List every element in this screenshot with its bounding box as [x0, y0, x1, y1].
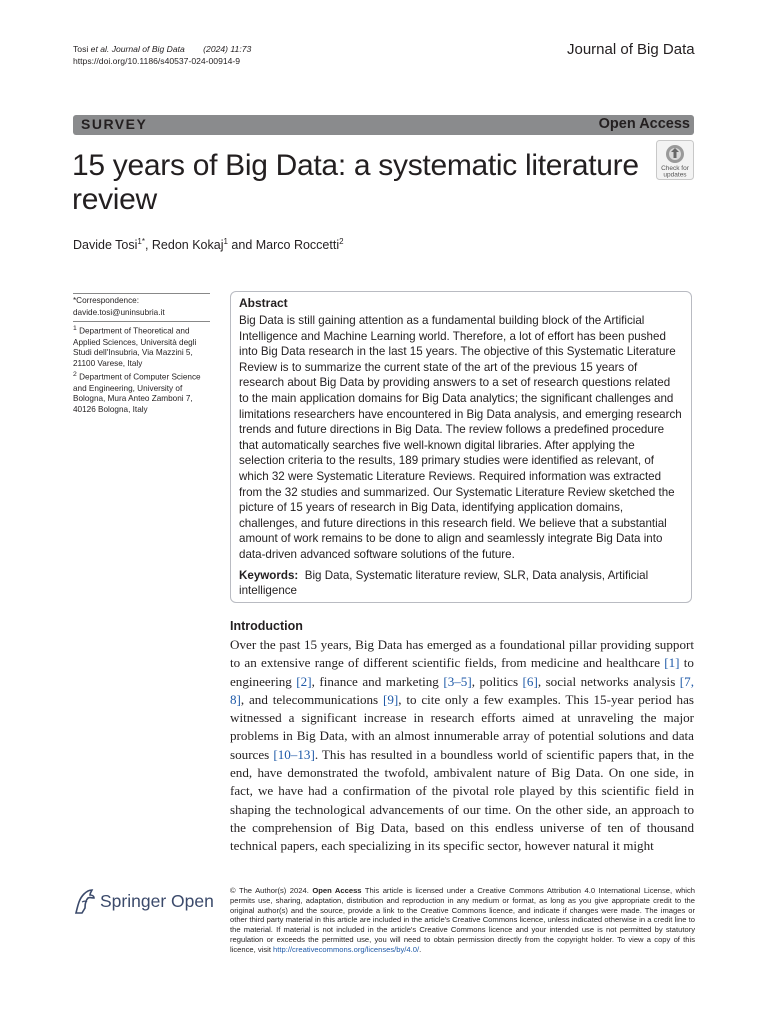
check-updates-icon	[656, 140, 694, 180]
check-for-updates-badge[interactable]	[656, 140, 694, 180]
abstract-box	[230, 291, 692, 603]
citation-ref[interactable]: [9]	[382, 691, 399, 707]
svg-text:updates: updates	[663, 171, 687, 179]
open-access-bold: Open Access	[312, 886, 362, 895]
citation-journal: et al. Journal of Big Data	[90, 44, 185, 54]
svg-text:Check for: Check for	[661, 165, 689, 172]
citation-ref[interactable]: 8]	[230, 691, 241, 707]
introduction-heading: Introduction	[230, 619, 303, 633]
citation-year: (2024) 11:73	[203, 44, 252, 54]
introduction-text: Over the past 15 years, Big Data has emerged as a foundational pillar providing support to an extensive range of different scientific fields, from medicine and healthcare [1] to engineering [2], finance and marketing [3–5], politics [6], social networks analysis [7, 8], and telecommunications [9], to cite only a few examples. This 15-year period has witnessed a significant increase in research efforts aimed at unraveling the major problems in Big Data, with an almost innumerable array of potential solutions and data sources [10–13]. This has resulted in a boundless world of scientific papers that, in the end, have demonstrated the twofold, ambivalent nature of Big Data. On one side, in fact, we have had a confirmation of the pivotal role played by this scientific field in shaping the technological advancements of our time. On the other side, an approach to the comprehension of Big Data, based on this endless universe of ten of thousand technical papers, each specializing in its specific sector, however natural it might	[230, 637, 694, 854]
citation-line	[73, 43, 251, 55]
citation-author: Tosi	[73, 44, 91, 54]
author-name[interactable]: Davide Tosi	[73, 238, 138, 253]
author-list: Davide Tosi$^{1*}$, Redon Kokaj$^1$ and Marco Roccetti$^2$	[73, 237, 344, 253]
correspondence-label: *Correspondence:	[73, 296, 139, 305]
keywords-label: Keywords:	[239, 568, 299, 582]
abstract-heading: Abstract	[239, 296, 288, 310]
publisher-name: Springer Open	[100, 891, 214, 911]
springer-open-logo	[73, 887, 215, 919]
keywords-list: Big Data, Systematic literature review, SLR, Data analysis, Artificial intelligence	[239, 568, 649, 598]
journal-name: Journal of Big Data	[567, 41, 695, 58]
abstract-text: Big Data is still gaining attention as a fundamental building block of the Artificial Intelligence and Machine Learning world. Therefore, a lot of effort has been pushed into Big Data research in the last 15 years. The objective of this Systematic Literature Review is to summarize the current state of the art of the previous 15 years of research about Big Data by providing answers to a set of research questions related to the main application domains for Big Data analytics; the significant challenges and limitations researchers have encountered in Big Data analysis, and emerging research trends and future directions in Big Data. The review follows a predefined procedure that automatically searches five well-known digital libraries. After applying the selection criteria to the results, 189 primary studies were identified as relevant, of which 32 were Systematic Literature Reviews. Required information was extracted from the 32 studies and summarized. Our Systematic Literature Review sketched the picture of 15 years of research in Big Data, identifying application domains, challenges, and future directions in this research field. We believe that a substantial amount of work remains to be done to align and seamlessly integrate Big Data into data-driven advanced software solutions of the future.	[239, 314, 682, 561]
author-affil: 2	[339, 237, 344, 246]
citation-ref[interactable]: [10–13]	[273, 746, 315, 762]
article-type-label: SURVEY	[81, 116, 148, 132]
doi-link[interactable]: https://doi.org/10.1186/s40537-024-00914-9	[73, 56, 241, 66]
author-affil: 1*	[137, 237, 145, 246]
citation-ref[interactable]: [1]	[664, 655, 680, 671]
open-access-label: Open Access	[598, 116, 690, 132]
affiliation-2: $^2$ Department of Computer Science and Engineering, University of Bologna, Mura Anteo Zamboni 7, 40126 Bologna, Italy	[73, 371, 201, 414]
author-name[interactable]: Marco Roccetti	[255, 238, 340, 253]
correspondence-sidebar	[73, 293, 210, 416]
correspondence-email[interactable]: davide.tosi@uninsubria.it	[73, 307, 165, 317]
keywords	[239, 568, 683, 599]
citation-ref[interactable]: [3–5]	[443, 673, 472, 689]
license-text: © The Author(s) 2024. Open Access This article is licensed under a Creative Commons Attribution 4.0 International License, which permits use, sharing, adaptation, distribution and reproduction in any medium or format, as long as you give appropriate credit to the original author(s) and the source, provide a link to the Creative Commons licence, and indicate if changes were made. The images or other third party material in this article are included in the article's Creative Commons licence, unless indicated otherwise in a credit line to the material. If material is not included in the article's Creative Commons licence and your intended use is not permitted by statutory regulation or exceeds the permitted use, you will need to obtain permission directly from the copyright holder. To view a copy of this licence, visit http://creativecommons.org/licenses/by/4.0/.	[230, 886, 695, 954]
citation-ref[interactable]: [2]	[296, 673, 312, 689]
article-type-banner	[73, 115, 694, 135]
license-link[interactable]: http://creativecommons.org/licenses/by/4.0/	[273, 944, 420, 954]
citation-ref[interactable]: [6]	[522, 673, 538, 689]
author-name[interactable]: Redon Kokaj	[151, 238, 224, 253]
article-title: 15 years of Big Data: a systematic literature review	[72, 149, 639, 216]
affiliation-1: $^1$ Department of Theoretical and Applied Sciences, Università degli Studi dell'Insubria, Via Mazzini 5, 21100 Varese, Italy	[73, 325, 197, 368]
springer-horse-icon	[73, 887, 97, 915]
citation-ref[interactable]: [7	[679, 673, 691, 689]
author-affil: 1	[223, 237, 228, 246]
